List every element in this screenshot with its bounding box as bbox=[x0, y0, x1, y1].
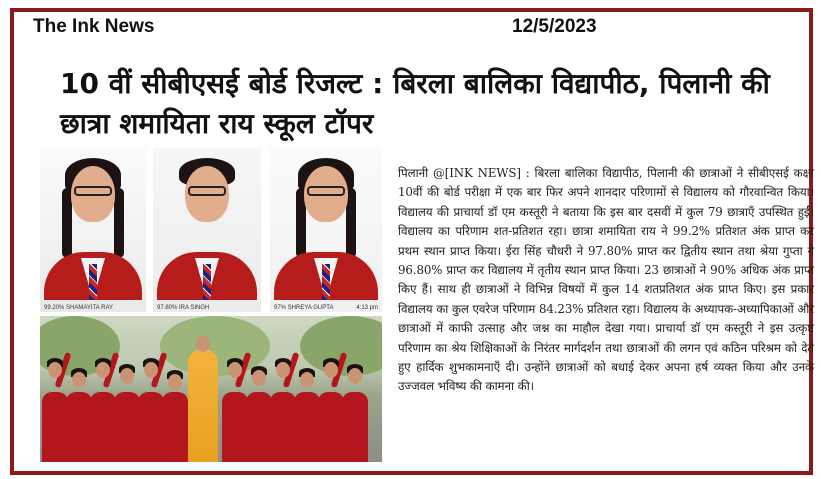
student bbox=[114, 358, 140, 462]
student bbox=[42, 352, 68, 462]
student bbox=[162, 364, 188, 462]
publication-date: 12/5/2023 bbox=[512, 16, 597, 37]
glasses-icon bbox=[307, 186, 345, 196]
article-body: पिलानी @[INK NEWS] : बिरला बालिका विद्यापीठ, पिलानी की छात्राओं ने सीबीएसई कक्षा 10वीं की बोर्ड परीक्षा में एक बार फिर अपने शानदार परिणामों से विद्यालय को गौरवान्वित किया।विद्यालय की प्राचार्या डॉ एम कस्तूरी ने बताया कि इस बार दसवीं में कुल 79 छात्राएँ उपस्थित हुईं। विद्यालय का परिणाम शत-प्रतिशत रहा। छात्रा शमायिता राय ने 99.2% प्रतिशत अंक प्राप्त कर प्रथम स्थान प्राप्त किया। ईरा सिंह चौधरी ने 97.80% प्राप्त कर द्वितीय स्थान तथा श्रेया गुप्ता ने 96.80% प्राप्त कर विद्यालय में तृतीय स्थान प्राप्त किया। 23 छात्राओं ने 90% अधिक अंक प्राप्त किए हैं। साथ ही छात्राओं ने विभिन्न विषयों में कुल 14 शतप्रतिशत अंक प्राप्त किए। इस प्रकार विद्यालय का कुल एवरेज परिणाम 84.23% प्रतिशत रहा। विद्यालय के अध्यापक-अध्यापिकाओं और छात्राओं में काफी उत्साह और जश्न का माहौल देखा गया। प्राचार्या डॉ एम कस्तूरी ने इस उत्कृष्ट परिणाम का श्रेय शिक्षिकाओं के निरंतर मार्गदर्शन तथा छात्राओं की लगन एवं कठिन परिश्रम को देते हुए हार्दिक शुभकामनाएँ दी। उन्होंने छात्राओं को बधाई देकर अपना हर्ष व्यक्त किया और उनके उज्जवल भविष्य की कामना की। bbox=[398, 166, 814, 394]
topper-photo-1 bbox=[40, 148, 146, 312]
topper-photo-2 bbox=[153, 148, 261, 312]
student bbox=[222, 352, 248, 462]
photo-caption: 97% SHREYA GUPTA bbox=[274, 305, 334, 311]
headline: 10 वीं सीबीएसई बोर्ड रिजल्ट : बिरला बालिका विद्यापीठ, पिलानी की छात्रा शमायिता राय स्कूल टॉपर bbox=[60, 67, 770, 140]
student bbox=[318, 352, 344, 462]
photo-timestamp: 4:13 pm bbox=[356, 305, 378, 311]
student bbox=[270, 352, 296, 462]
braid-right bbox=[114, 188, 124, 258]
masthead: The Ink News bbox=[33, 16, 155, 37]
photo-caption: 99.20% SHAMAYITA RAY bbox=[44, 305, 114, 311]
tie bbox=[322, 264, 330, 300]
student bbox=[66, 362, 92, 462]
student bbox=[342, 358, 368, 462]
newspaper-clipping bbox=[10, 8, 813, 475]
tie bbox=[89, 264, 97, 300]
student bbox=[246, 360, 272, 462]
topper-photo-3 bbox=[270, 148, 382, 312]
group-celebration-photo bbox=[40, 316, 382, 462]
principal bbox=[188, 350, 218, 462]
student bbox=[294, 362, 320, 462]
glasses-icon bbox=[74, 186, 112, 196]
student bbox=[138, 352, 164, 462]
tie bbox=[203, 264, 211, 300]
glasses-icon bbox=[188, 186, 226, 196]
photo-caption: 97.80% IRA SINGH bbox=[157, 305, 210, 311]
student bbox=[90, 352, 116, 462]
